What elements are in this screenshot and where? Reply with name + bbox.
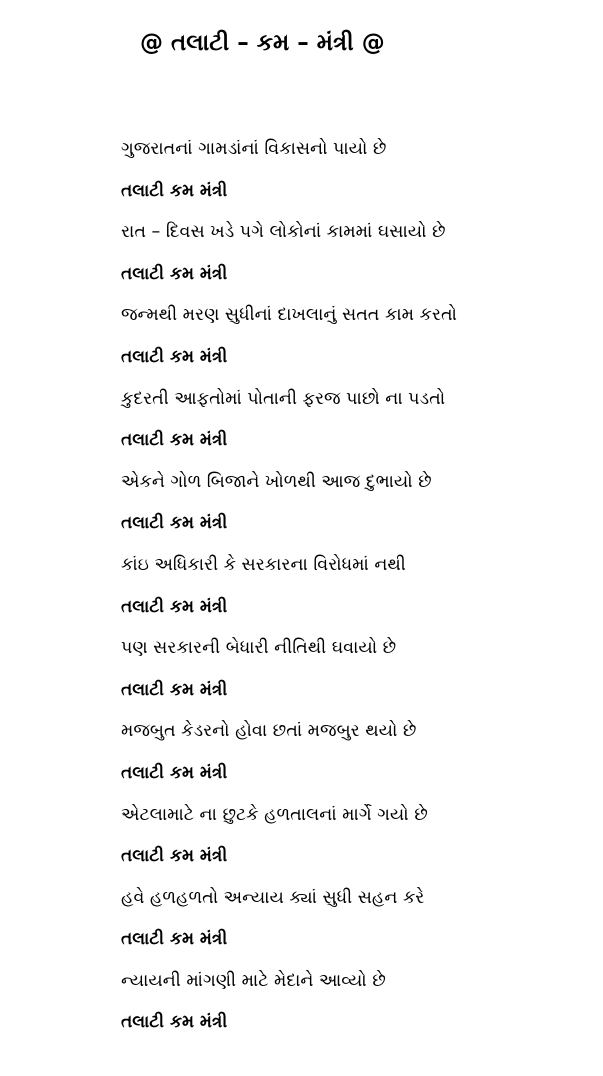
- verse-line: એટલામાટે ના છુટકે હળતાલનાં માર્ગે ગયો છે: [121, 804, 428, 825]
- verse-line: હવે હળહળતો અન્યાય ક્યાં સુધી સહન કરે: [121, 887, 425, 908]
- verse-line: ન્યાયની માંગણી માટે મેદાને આવ્યો છે: [121, 970, 386, 991]
- refrain-line: તલાટી કમ મંત્રી: [121, 679, 228, 700]
- verse-line: મજબુત કેડરનો હોવા છતાં મજબુર થયો છે: [121, 721, 417, 742]
- refrain-line: તલાટી કમ મંત્રી: [121, 929, 228, 950]
- verse-line: રાત – દિવસ ખડે પગે લોકોનાં કામમાં ઘસાયો છે: [121, 222, 446, 243]
- refrain-line: તલાટી કમ મંત્રી: [121, 846, 228, 867]
- refrain-line: તલાટી કમ મંત્રી: [121, 596, 228, 617]
- refrain-line: તલાટી કમ મંત્રી: [121, 180, 228, 201]
- refrain-line: તલાટી કમ મંત્રી: [121, 346, 228, 367]
- refrain-line: તલાટી કમ મંત્રી: [121, 1012, 228, 1033]
- refrain-line: તલાટી કમ મંત્રી: [121, 762, 228, 783]
- refrain-line: તલાટી કમ મંત્રી: [121, 513, 228, 534]
- poem-lines: [121, 135, 581, 1050]
- refrain-line: તલાટી કમ મંત્રી: [121, 430, 228, 451]
- verse-line: પણ સરકારની બેધારી નીતિથી ઘવાયો છે: [121, 638, 397, 659]
- refrain-line: તલાટી કમ મંત્રી: [121, 263, 228, 284]
- verse-line: એકને ગોળ બિજાને ખોળથી આજ દુભાયો છે: [121, 471, 432, 492]
- verse-line: ગુજરાતનાં ગામડાંનાં વિકાસનો પાયો છે: [121, 139, 387, 159]
- poem-title: @ તલાટી – કમ – મંત્રી @: [140, 30, 385, 56]
- verse-line: કાંઇ અધિકારી કે સરકારના વિરોધમાં નથી: [121, 554, 406, 575]
- verse-line: જન્મથી મરણ સુધીનાં દાખલાનું સતત કામ કરતો: [121, 305, 457, 326]
- verse-line: કુદરતી આફતોમાં પોતાની ફરજ પાછો ના પડતો: [121, 388, 446, 409]
